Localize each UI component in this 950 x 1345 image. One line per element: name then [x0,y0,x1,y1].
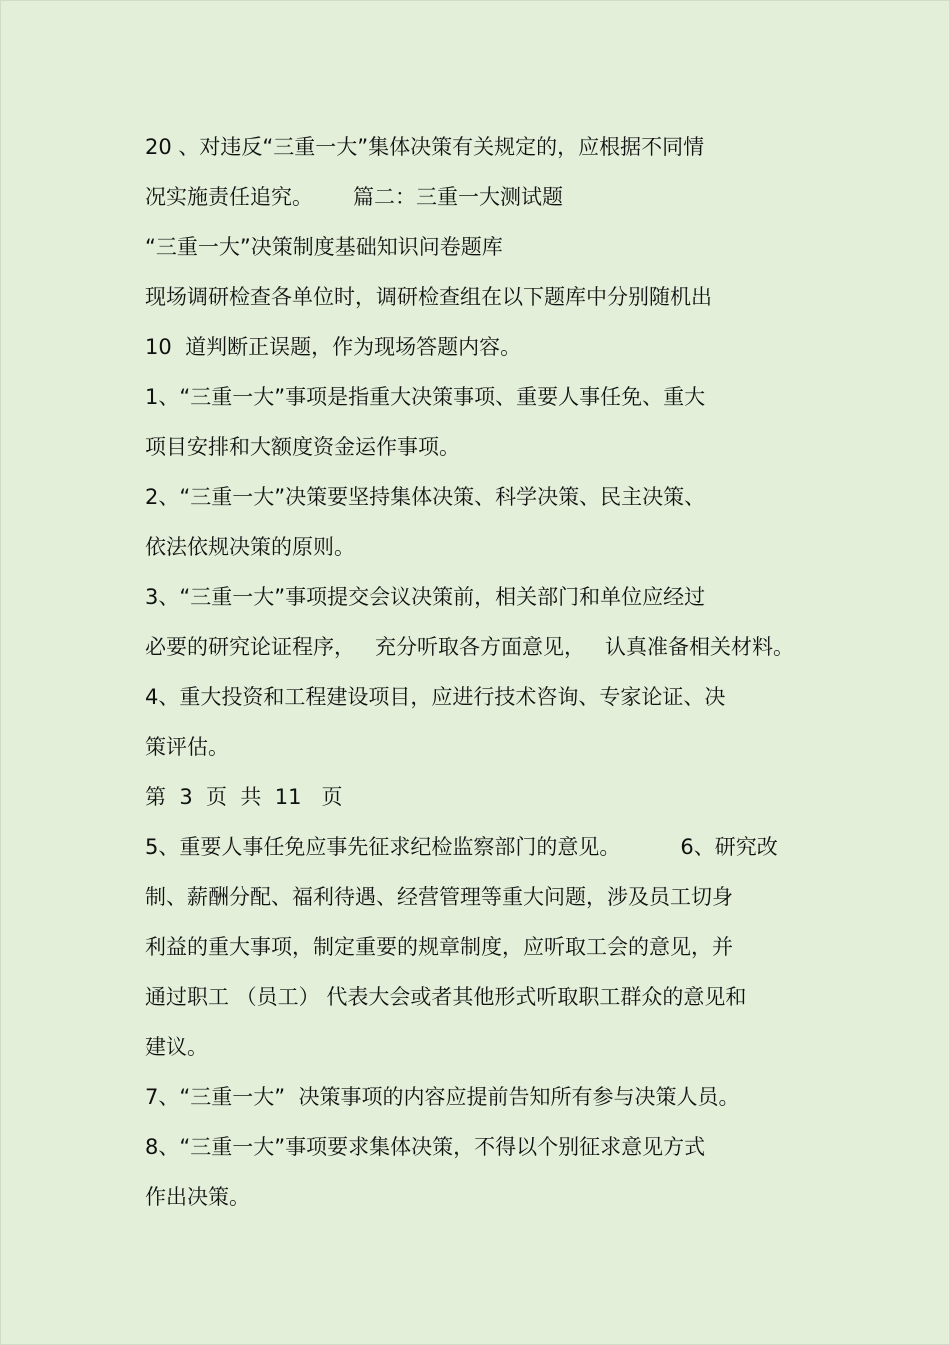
text-line: 依法依规决策的原则。 [145,535,355,559]
text-line: 10 道判断正误题，作为现场答题内容。 [145,335,522,359]
question-item: 7、“三重一大” 决策事项的内容应提前告知所有参与决策人员。 [145,1085,740,1109]
text-line: 建议。 [145,1035,208,1059]
text-line: 现场调研检查各单位时，调研检查组在以下题库中分别随机出 [145,285,712,309]
text-line: 项目安排和大额度资金运作事项。 [145,435,460,459]
text-line: 况实施责任追究。 篇二：三重一大测试题 [145,185,564,209]
text-line: 作出决策。 [145,1185,250,1209]
page-number: 第 3 页 共 11 页 [145,785,343,809]
section-title: “三重一大”决策制度基础知识问卷题库 [145,235,503,259]
text-line: 通过职工 （员工） 代表大会或者其他形式听取职工群众的意见和 [145,985,747,1009]
text-line: 制、薪酬分配、福利待遇、经营管理等重大问题，涉及员工切身 [145,885,733,909]
text-line: 利益的重大事项，制定重要的规章制度，应听取工会的意见，并 [145,935,733,959]
question-item: 2、“三重一大”决策要坚持集体决策、科学决策、民主决策、 [145,485,706,509]
text-line: 策评估。 [145,735,229,759]
question-item: 1、“三重一大”事项是指重大决策事项、重要人事任免、重大 [145,385,706,409]
question-item: 4、重大投资和工程建设项目，应进行技术咨询、专家论证、决 [145,685,726,709]
question-item: 5、重要人事任免应事先征求纪检监察部门的意见。 6、研究改 [145,835,778,859]
question-item: 8、“三重一大”事项要求集体决策，不得以个别征求意见方式 [145,1135,706,1159]
question-item: 3、“三重一大”事项提交会议决策前，相关部门和单位应经过 [145,585,706,609]
text-line: 20 、对违反“三重一大”集体决策有关规定的，应根据不同情 [145,135,705,159]
text-line: 必要的研究论证程序， 充分听取各方面意见， 认真准备相关材料。 [145,635,795,659]
